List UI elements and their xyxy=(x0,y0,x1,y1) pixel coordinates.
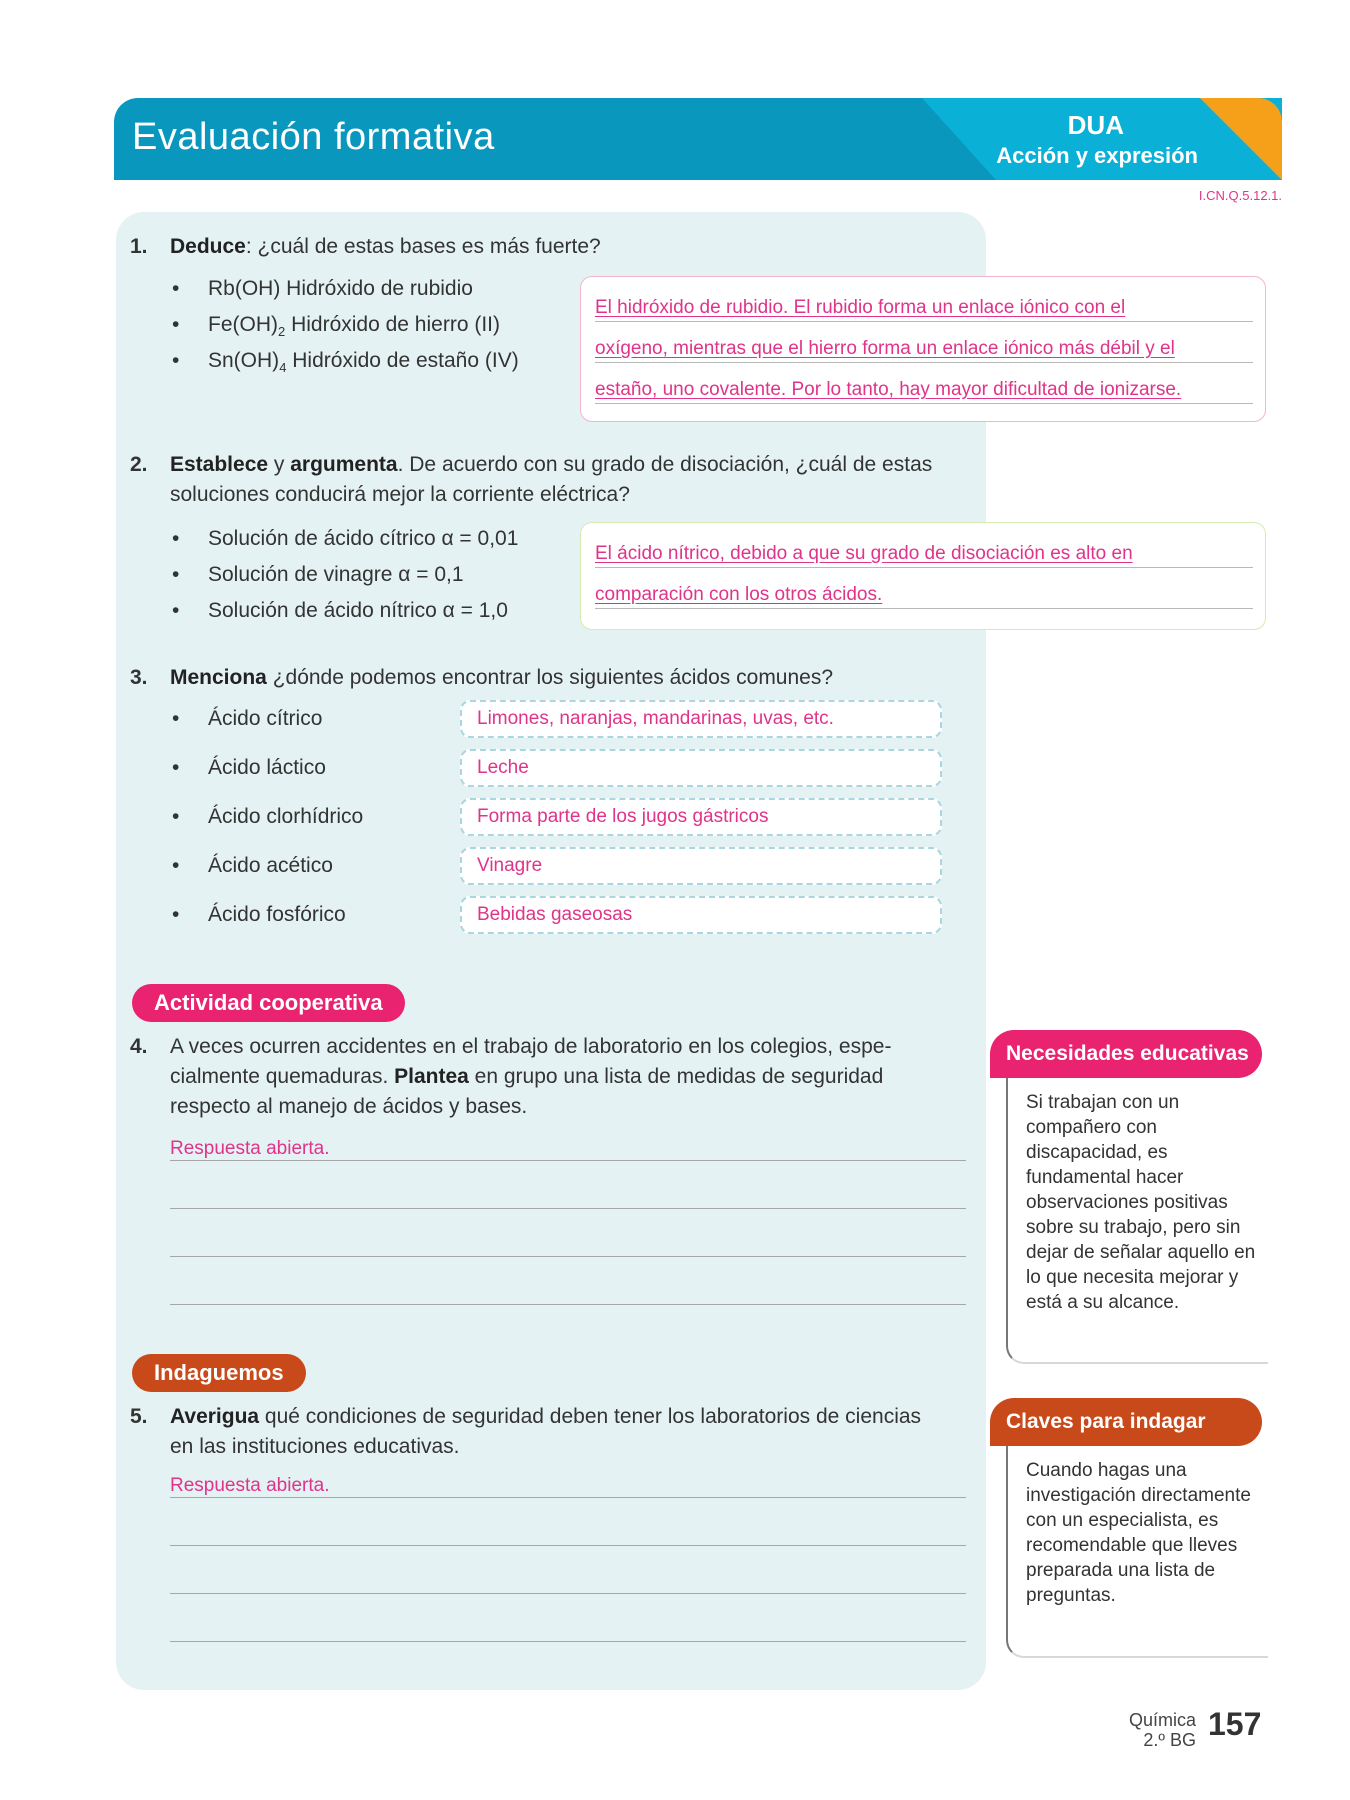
grade-label: 2.º BG xyxy=(1143,1730,1196,1750)
dua-subtitle: Acción y expresión xyxy=(996,143,1198,168)
item-text: Hidróxido de estaño (IV) xyxy=(286,349,519,372)
list-item: • Solución de ácido nítrico α = 1,0 xyxy=(208,596,508,626)
answer-line: El ácido nítrico, debido a que su grado de disociación es alto en xyxy=(595,541,1253,568)
keys-text: Cuando hagas una investigación directamente con un especialista, es recomendable que lleves preparada una lista de preguntas. xyxy=(1006,1446,1268,1658)
question-number: 3. xyxy=(130,666,148,689)
answer-line[interactable] xyxy=(170,1522,966,1546)
answer-line[interactable] xyxy=(170,1570,966,1594)
item-subscript: 4 xyxy=(279,360,287,376)
answer-line[interactable] xyxy=(170,1233,966,1257)
answer-line[interactable] xyxy=(170,1185,966,1209)
subject-name: Química xyxy=(1128,1710,1196,1730)
question-verb: Deduce xyxy=(170,235,246,258)
question-number: 1. xyxy=(130,235,148,258)
question-text: ¿dónde podemos encontrar los siguientes ácidos comunes? xyxy=(266,666,834,689)
list-item: • Solución de ácido cítrico α = 0,01 xyxy=(208,524,518,554)
section-pill-inquiry: Indaguemos xyxy=(132,1354,306,1392)
question-verb: Establece xyxy=(170,453,269,476)
list-item xyxy=(208,346,519,383)
list-item xyxy=(208,310,500,347)
question-text: soluciones conducirá mejor la corriente eléctrica? xyxy=(170,483,630,506)
page-title: Evaluación formativa xyxy=(132,116,495,158)
question-text: A veces ocurren accidentes en el trabajo de laboratorio en los colegios, espe- xyxy=(170,1035,892,1058)
page-number: 157 xyxy=(1208,1706,1262,1742)
answer-box-2[interactable] xyxy=(580,522,1266,630)
answer-line[interactable]: Respuesta abierta. xyxy=(170,1137,966,1161)
question-text: qué condiciones de seguridad deben tener los laboratorios de ciencias xyxy=(259,1405,922,1428)
needs-title: Necesidades educativas xyxy=(990,1030,1262,1078)
keys-title: Claves para indagar xyxy=(990,1398,1262,1446)
answer-line[interactable]: Respuesta abierta. xyxy=(170,1474,966,1498)
question-verb: Plantea xyxy=(394,1065,469,1088)
answer-line: comparación con los otros ácidos. xyxy=(595,582,1253,609)
dua-title: DUA xyxy=(1067,110,1124,140)
question-text: en las instituciones educativas. xyxy=(170,1435,460,1458)
question-3 xyxy=(130,663,833,693)
question-text: cialmente quemaduras. xyxy=(170,1065,395,1088)
question-1 xyxy=(130,232,601,262)
page-header xyxy=(114,98,1282,180)
item-text: Hidróxido de hierro (II) xyxy=(285,313,500,336)
item-subscript: 2 xyxy=(278,324,286,340)
answer-box-1[interactable] xyxy=(580,276,1266,422)
acid-answer-field[interactable]: Bebidas gaseosas xyxy=(460,896,942,934)
question-text: y xyxy=(268,453,291,476)
list-item xyxy=(208,274,473,304)
acid-name: • Ácido acético xyxy=(208,851,333,881)
question-2 xyxy=(130,450,932,510)
answer-line: El hidróxido de rubidio. El rubidio forma un enlace iónico con el xyxy=(595,295,1253,322)
question-4 xyxy=(130,1032,970,1122)
acid-name: • Ácido láctico xyxy=(208,753,326,783)
content-panel xyxy=(116,212,986,1690)
item-text: Fe(OH) xyxy=(208,313,278,336)
question-text: en grupo una lista de medidas de seguridad xyxy=(468,1065,884,1088)
item-text: Rb(OH) Hidróxido de rubidio xyxy=(208,277,473,300)
acid-answer-field[interactable]: Leche xyxy=(460,749,942,787)
curriculum-code: I.CN.Q.5.12.1. xyxy=(1198,188,1282,203)
acid-answer-field[interactable]: Vinagre xyxy=(460,847,942,885)
question-verb: argumenta xyxy=(290,453,398,476)
answer-line: oxígeno, mientras que el hierro forma un enlace iónico más débil y el xyxy=(595,336,1253,363)
question-text: respecto al manejo de ácidos y bases. xyxy=(170,1095,528,1118)
question-5 xyxy=(130,1402,970,1462)
question-text: : ¿cuál de estas bases es más fuerte? xyxy=(245,235,601,258)
question-number: 4. xyxy=(130,1035,148,1058)
question-number: 5. xyxy=(130,1405,148,1428)
question-verb: Menciona xyxy=(170,666,267,689)
footer-subject xyxy=(1100,1710,1196,1750)
question-number: 2. xyxy=(130,453,148,476)
acid-name: • Ácido cítrico xyxy=(208,704,322,734)
answer-line: estaño, uno covalente. Por lo tanto, hay mayor dificultad de ionizarse. xyxy=(595,377,1253,404)
acid-name: • Ácido clorhídrico xyxy=(208,802,363,832)
acid-name: • Ácido fosfórico xyxy=(208,900,346,930)
question-text: . De acuerdo con su grado de disociación, ¿cuál de estas xyxy=(397,453,933,476)
answer-line[interactable] xyxy=(170,1618,966,1642)
list-item: • Solución de vinagre α = 0,1 xyxy=(208,560,464,590)
item-text: Sn(OH) xyxy=(208,349,280,372)
acid-answer-field[interactable]: Limones, naranjas, mandarinas, uvas, etc. xyxy=(460,700,942,738)
question-verb: Averigua xyxy=(170,1405,260,1428)
answer-line[interactable] xyxy=(170,1281,966,1305)
section-pill-cooperative: Actividad cooperativa xyxy=(132,984,405,1022)
needs-text: Si trabajan con un compañero con discapacidad, es fundamental hacer observaciones positivas sobre su trabajo, pero sin dejar de señalar aquello en lo que necesita mejorar y está a su alcance. xyxy=(1006,1078,1268,1364)
acid-answer-field[interactable]: Forma parte de los jugos gástricos xyxy=(460,798,942,836)
